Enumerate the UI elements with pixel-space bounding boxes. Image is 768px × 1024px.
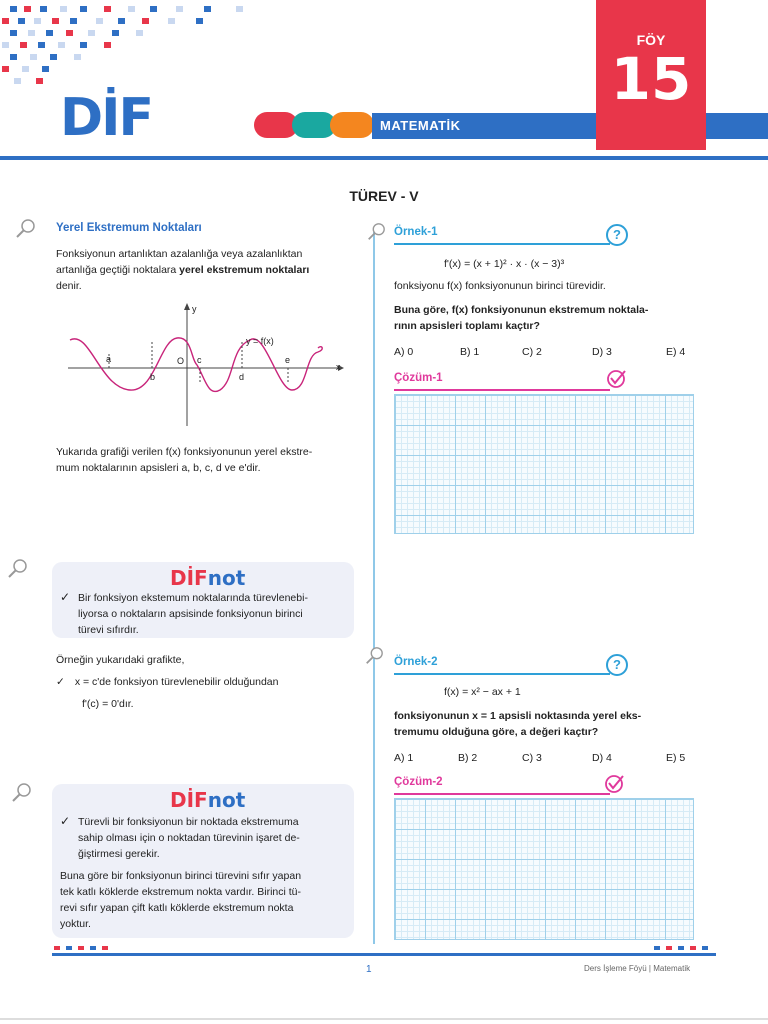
example-1-formula: f'(x) = (x + 1)² · x · (x − 3)³ <box>444 258 565 270</box>
example-1-question: Buna göre, f(x) fonksiyonunun ekstremum noktala- rının apsisleri toplamı kaçtır? <box>394 304 649 332</box>
example-2-question: fonksiyonunun x = 1 apsisli noktasında yerel eks- tremumu olduğuna göre, a değeri kaçtır? <box>394 710 642 738</box>
intro-line-3: denir. <box>56 280 82 292</box>
subject-bar <box>372 113 768 139</box>
magnifier-icon <box>10 782 32 804</box>
question-icon: ? <box>606 654 628 676</box>
option-a[interactable]: A) 0 <box>394 346 414 358</box>
option-e[interactable]: E) 5 <box>666 752 686 764</box>
footer-divider <box>52 953 716 956</box>
example-text <box>56 652 366 712</box>
orange-pill <box>330 112 374 138</box>
subject-label: MATEMATİK <box>380 118 461 133</box>
example-line-3: f'(c) = 0'dır. <box>82 698 134 710</box>
point-c: c <box>197 355 202 365</box>
page-bottom-border <box>0 1018 768 1020</box>
check-icon: ✓ <box>56 676 65 688</box>
example-2-options <box>394 752 694 768</box>
note-1-text: Bir fonksiyon ekstemum noktalarında türevlenebi- liyorsa o noktaların apsisinde fonksiyonun birinci türevi sıfırdır. <box>78 592 308 636</box>
dif-note-title: DİFnot <box>170 788 246 812</box>
example-2-underline <box>394 673 610 675</box>
func-label: y = f(x) <box>246 336 274 346</box>
example-line-1: Örneğin yukarıdaki grafikte, <box>56 654 185 666</box>
solution-2-underline <box>394 793 610 795</box>
dif-note-2 <box>52 784 354 938</box>
option-e[interactable]: E) 4 <box>666 346 686 358</box>
example-1-given: fonksiyonu f(x) fonksiyonunun birinci türevidir. <box>394 280 606 292</box>
question-icon: ? <box>606 224 628 246</box>
check-icon: ✓ <box>60 814 71 828</box>
magnifier-icon <box>366 222 386 242</box>
point-e: e <box>285 355 291 365</box>
after-graph-text <box>56 444 366 476</box>
note-2-bullet-text: Türevli bir fonksiyonun bir noktada ekstremuma sahip olması için o noktadan türevinin işaret de- ğiştirmesi gerekir. <box>78 816 300 860</box>
intro-line-1: Fonksiyonun artanlıktan azalanlığa veya azalanlıktan <box>56 248 303 260</box>
point-b: b <box>150 372 156 382</box>
example-2-formula: f(x) = x² − ax + 1 <box>444 686 521 698</box>
after-graph-line-2: mum noktalarının apsisleri a, b, c, d ve e'dir. <box>56 462 261 474</box>
solution-1-title: Çözüm-1 <box>394 372 443 384</box>
page-number: 1 <box>366 964 372 975</box>
check-icon: ✓ <box>60 590 71 604</box>
magnifier-icon <box>364 646 384 666</box>
magnifier-icon <box>14 218 36 240</box>
point-d: d <box>239 372 245 382</box>
example-1-options <box>394 346 694 362</box>
example-line-2: ✓ x = c'de fonksiyon türevlenebilir olduğundan <box>56 676 279 688</box>
option-a[interactable]: A) 1 <box>394 752 414 764</box>
y-axis-arrow <box>184 303 190 310</box>
footer-dashes-right <box>654 946 714 950</box>
x-label: x <box>336 362 341 372</box>
point-a: a <box>106 354 112 364</box>
header-divider <box>0 156 768 160</box>
example-1-title: Örnek-1 <box>394 226 438 238</box>
solution-2-title: Çözüm-2 <box>394 776 443 788</box>
intro-text <box>56 246 356 294</box>
solution-1-grid[interactable] <box>394 394 694 534</box>
origin-label: O <box>177 356 185 366</box>
dif-note-1 <box>52 562 354 638</box>
example-1-underline <box>394 243 610 245</box>
solution-1-underline <box>394 389 610 391</box>
intro-line-2: artanlığa geçtiği noktalara yerel ekstremum noktaları <box>56 264 310 276</box>
foy-number: 15 <box>610 45 692 113</box>
option-b[interactable]: B) 2 <box>458 752 478 764</box>
example-2-title: Örnek-2 <box>394 656 438 668</box>
option-c[interactable]: C) 3 <box>522 752 542 764</box>
after-graph-line-1: Yukarıda grafiği verilen f(x) fonksiyonunun yerel ekstre- <box>56 446 313 458</box>
check-circle-icon <box>606 369 628 389</box>
option-d[interactable]: D) 4 <box>592 752 612 764</box>
magnifier-icon <box>6 558 28 580</box>
footer-text: Ders İşleme Föyü | Matematik <box>584 964 691 973</box>
dif-note-title: DİFnot <box>170 566 246 590</box>
option-b[interactable]: B) 1 <box>460 346 480 358</box>
check-circle-icon <box>604 774 626 794</box>
foy-tab <box>596 0 706 150</box>
footer-dashes-left <box>54 946 114 950</box>
function-graph <box>60 300 350 430</box>
foy-label: FÖY <box>636 32 666 48</box>
section-title: Yerel Ekstremum Noktaları <box>56 222 202 234</box>
dif-logo: DİF <box>60 88 153 148</box>
option-d[interactable]: D) 3 <box>592 346 612 358</box>
page-title: TÜREV - V <box>349 188 419 204</box>
solution-2-grid[interactable] <box>394 798 694 940</box>
option-c[interactable]: C) 2 <box>522 346 542 358</box>
column-divider <box>373 232 375 944</box>
y-label: y <box>192 304 197 314</box>
header-pixel-pattern <box>0 0 300 90</box>
note-2-para-text: Buna göre bir fonksiyonun birinci türevini sıfır yapan tek katlı köklerde ekstremum nokta vardır. Birinci tü- revi sıfır yapan çift katlı köklerde ekstremum nokta yoktur. <box>60 870 302 930</box>
